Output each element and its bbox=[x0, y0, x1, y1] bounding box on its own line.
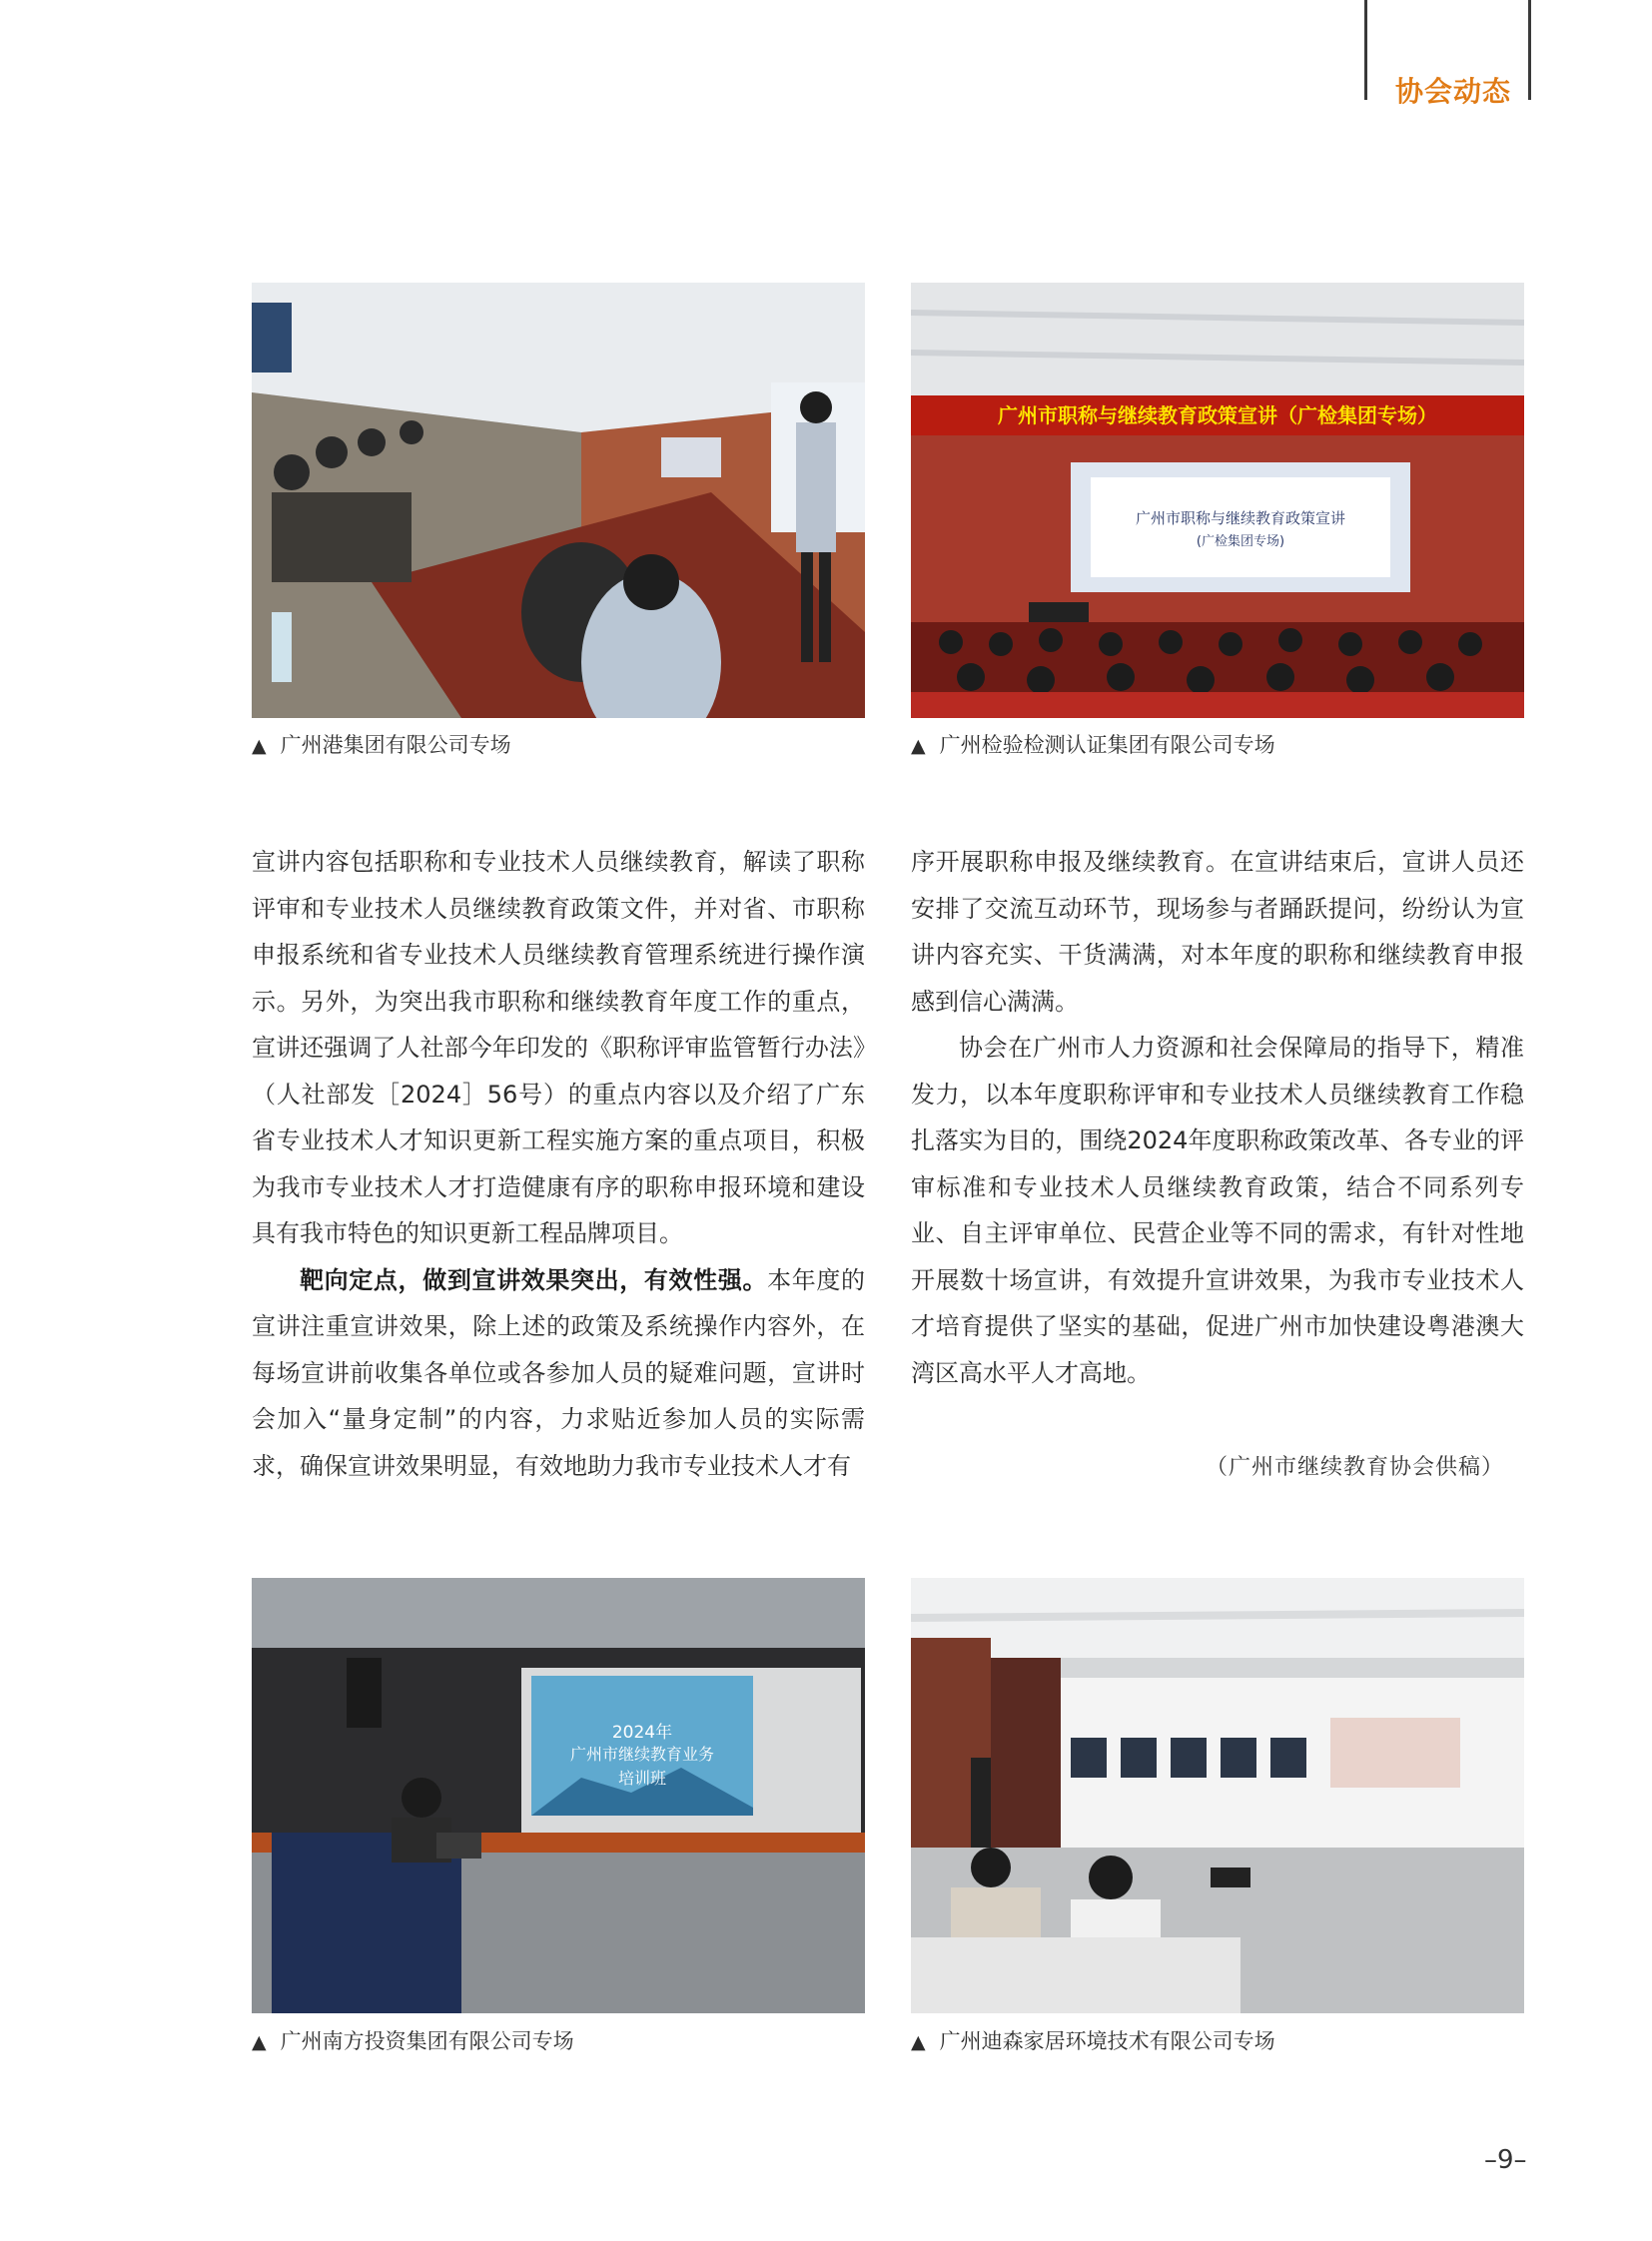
caption-marker-icon: ▲ bbox=[252, 735, 267, 757]
photo-port-group bbox=[252, 283, 865, 718]
photo-screen-subtitle: (广检集团专场) bbox=[1196, 534, 1285, 549]
paragraph: 宣讲内容包括职称和专业技术人员继续教育，解读了职称评审和专业技术人员继续教育政策文件，并对省、市职称申报系统和省专业技术人员继续教育管理系统进行操作演示。另外，为突出我市职称和继续教育年度工作的重点，宣讲还强调了人社部今年印发的《职称评审监管暂行办法》（人社部发［2024］56号）的重点内容以及介绍了广东省专业技术人才知识更新工程实施方案的重点项目，积极为我市专业技术人才打造健康有序的职称申报环境和建设具有我市特色的知识更新工程品牌项目。 bbox=[252, 848, 865, 1247]
caption-marker-icon: ▲ bbox=[911, 2031, 926, 2053]
caption-gtg-group: ▲ 广州检验检测认证集团有限公司专场 bbox=[911, 733, 1275, 757]
article-credit: （广州市继续教育协会供稿） bbox=[1205, 1455, 1504, 1480]
paragraph: 序开展职称申报及继续教育。在宣讲结束后，宣讲人员还安排了交流互动环节，现场参与者踊跃提问，纷纷认为宣讲内容充实、干货满满，对本年度的职称和继续教育申报感到信心满满。 bbox=[911, 848, 1524, 1016]
photo-banner-text: 广州市职称与继续教育政策宣讲（广检集团专场） bbox=[998, 403, 1437, 427]
article-right-column bbox=[911, 839, 1524, 1396]
caption-dsen-home: ▲ 广州迪森家居环境技术有限公司专场 bbox=[911, 2029, 1275, 2053]
photo-gtg-group bbox=[911, 283, 1524, 718]
page-number: –9– bbox=[1484, 2145, 1527, 2175]
header-rule-right bbox=[1528, 0, 1531, 100]
caption-south-invest: ▲ 广州南方投资集团有限公司专场 bbox=[252, 2029, 574, 2053]
caption-marker-icon: ▲ bbox=[911, 735, 926, 757]
caption-marker-icon: ▲ bbox=[252, 2031, 267, 2053]
photo-dsen-home bbox=[911, 1578, 1524, 2013]
photo-south-invest bbox=[252, 1578, 865, 2013]
paragraph-lead: 靶向定点，做到宣讲效果突出，有效性强。 bbox=[300, 1265, 768, 1294]
caption-port-group: ▲ 广州港集团有限公司专场 bbox=[252, 733, 511, 757]
photo-screen-line1: 广州市继续教育业务 bbox=[569, 1745, 714, 1764]
photo-screen-year: 2024年 bbox=[611, 1723, 673, 1743]
paragraph: 靶向定点，做到宣讲效果突出，有效性强。本年度的宣讲注重宣讲效果，除上述的政策及系统操作内容外，在每场宣讲前收集各单位或各参加人员的疑难问题，宣讲时会加入“量身定制”的内容，力求贴近参加人员的实际需求，确保宣讲效果明显，有效地助力我市专业技术人才有 bbox=[252, 1265, 866, 1480]
section-label: 协会动态 bbox=[1394, 75, 1511, 108]
photo-screen-title: 广州市职称与继续教育政策宣讲 bbox=[1135, 509, 1345, 527]
header-rule-left bbox=[1364, 0, 1367, 100]
photo-screen-line2: 培训班 bbox=[617, 1769, 666, 1788]
paragraph: 协会在广州市人力资源和社会保障局的指导下，精准发力，以本年度职称评审和专业技术人员继续教育工作稳扎落实为目的，围绕2024年度职称政策改革、各专业的评审标准和专业技术人员继续教育政策，结合不同系列专业、自主评审单位、民营企业等不同的需求，有针对性地开展数十场宣讲，有效提升宣讲效果，为我市专业技术人才培育提供了坚实的基础，促进广州市加快建设粤港澳大湾区高水平人才高地。 bbox=[911, 1034, 1524, 1387]
article-left-column bbox=[252, 839, 865, 1489]
